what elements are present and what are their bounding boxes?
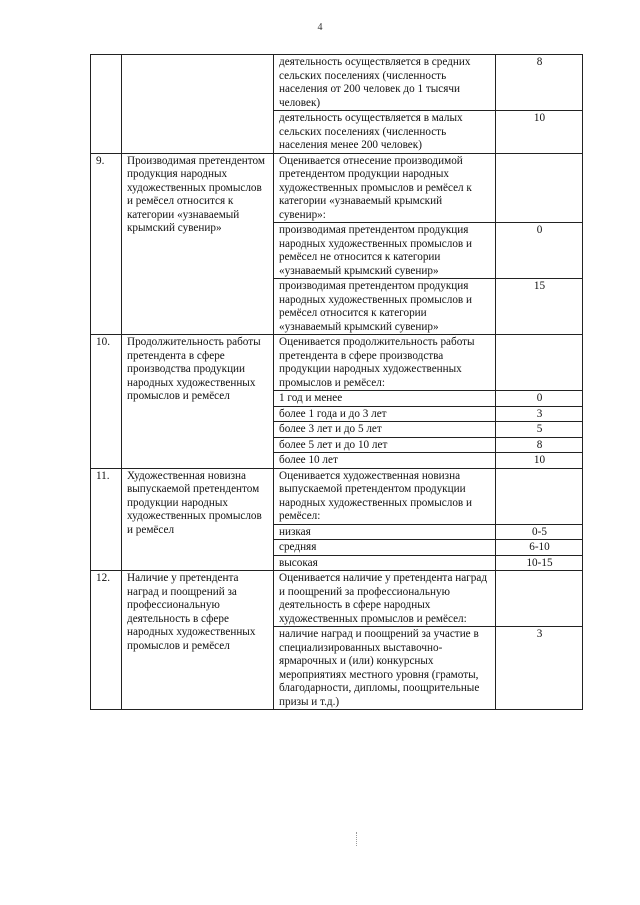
- option-score: 8: [496, 437, 583, 453]
- option-text: низкая: [274, 524, 496, 540]
- table-row: [91, 335, 583, 391]
- criterion-name: Продолжительность работы претендента в сфере производства продукции народных художественных промыслов и ремёсел: [122, 335, 274, 469]
- row-number-cell: [91, 55, 122, 154]
- option-score: 3: [496, 406, 583, 422]
- option-score: 0: [496, 223, 583, 279]
- option-score: 10: [496, 453, 583, 469]
- row-number: 11.: [91, 468, 122, 571]
- option-text: 1 год и менее: [274, 391, 496, 407]
- option-text: средняя: [274, 540, 496, 556]
- criterion-intro: Оценивается продолжительность работы претендента в сфере производства продукции народных художественных промыслов и ремёсел:: [274, 335, 496, 391]
- option-score: 10-15: [496, 555, 583, 571]
- table-row: [91, 571, 583, 627]
- option-score: [496, 468, 583, 524]
- option-score: 5: [496, 422, 583, 438]
- criterion-intro: Оценивается наличие у претендента наград и поощрений за профессиональную деятельность в сфере народных художественных промыслов и ремёсел:: [274, 571, 496, 627]
- option-score: 10: [496, 111, 583, 154]
- option-score: 3: [496, 627, 583, 710]
- table-row: [91, 468, 583, 524]
- option-text: более 3 лет и до 5 лет: [274, 422, 496, 438]
- row-number: 9.: [91, 153, 122, 335]
- criterion-intro: Оценивается отнесение производимой претендентом продукции народных художественных промыслов и ремёсел к категории «узнаваемый крымский сувенир»:: [274, 153, 496, 223]
- option-text: более 10 лет: [274, 453, 496, 469]
- option-score: 6-10: [496, 540, 583, 556]
- option-score: [496, 571, 583, 627]
- criterion-name: Производимая претендентом продукция народных художественных промыслов и ремёсел относится к категории «узнаваемый крымский сувенир»: [122, 153, 274, 335]
- option-text: производимая претендентом продукция народных художественных промыслов и ремёсел относится к категории «узнаваемый крымский сувенир»: [274, 279, 496, 335]
- criterion-name: Художественная новизна выпускаемой претендентом продукции народных художественных промыслов и ремёсел: [122, 468, 274, 571]
- option-text: более 1 года и до 3 лет: [274, 406, 496, 422]
- option-text: производимая претендентом продукция народных художественных промыслов и ремёсел не относится к категории «узнаваемый крымский сувенир»: [274, 223, 496, 279]
- option-score: 0: [496, 391, 583, 407]
- option-score: 15: [496, 279, 583, 335]
- criteria-table: [90, 54, 583, 710]
- table-row: [91, 153, 583, 223]
- table-row: [91, 55, 583, 111]
- option-score: 8: [496, 55, 583, 111]
- row-number: 10.: [91, 335, 122, 469]
- option-text: деятельность осуществляется в средних сельских поселениях (численность населения от 200 человек до 1 тысячи человек): [274, 55, 496, 111]
- option-text: наличие наград и поощрений за участие в специализированных выставочно-ярмарочных и (или) конкурсных мероприятиях местного уровня (грамоты, благодарности, дипломы, поощрительные призы и т.д.): [274, 627, 496, 710]
- option-score: [496, 335, 583, 391]
- option-text: деятельность осуществляется в малых сельских поселениях (численность населения менее 200 человек): [274, 111, 496, 154]
- scan-mark: [356, 832, 359, 846]
- criterion-name-cell: [122, 55, 274, 154]
- row-number: 12.: [91, 571, 122, 710]
- option-score: [496, 153, 583, 223]
- option-text: высокая: [274, 555, 496, 571]
- option-score: 0-5: [496, 524, 583, 540]
- option-text: более 5 лет и до 10 лет: [274, 437, 496, 453]
- criterion-name: Наличие у претендента наград и поощрений за профессиональную деятельность в сфере народных художественных промыслов и ремёсел: [122, 571, 274, 710]
- criterion-intro: Оценивается художественная новизна выпускаемой претендентом продукции народных художественных промыслов и ремёсел:: [274, 468, 496, 524]
- page-number: 4: [317, 22, 323, 33]
